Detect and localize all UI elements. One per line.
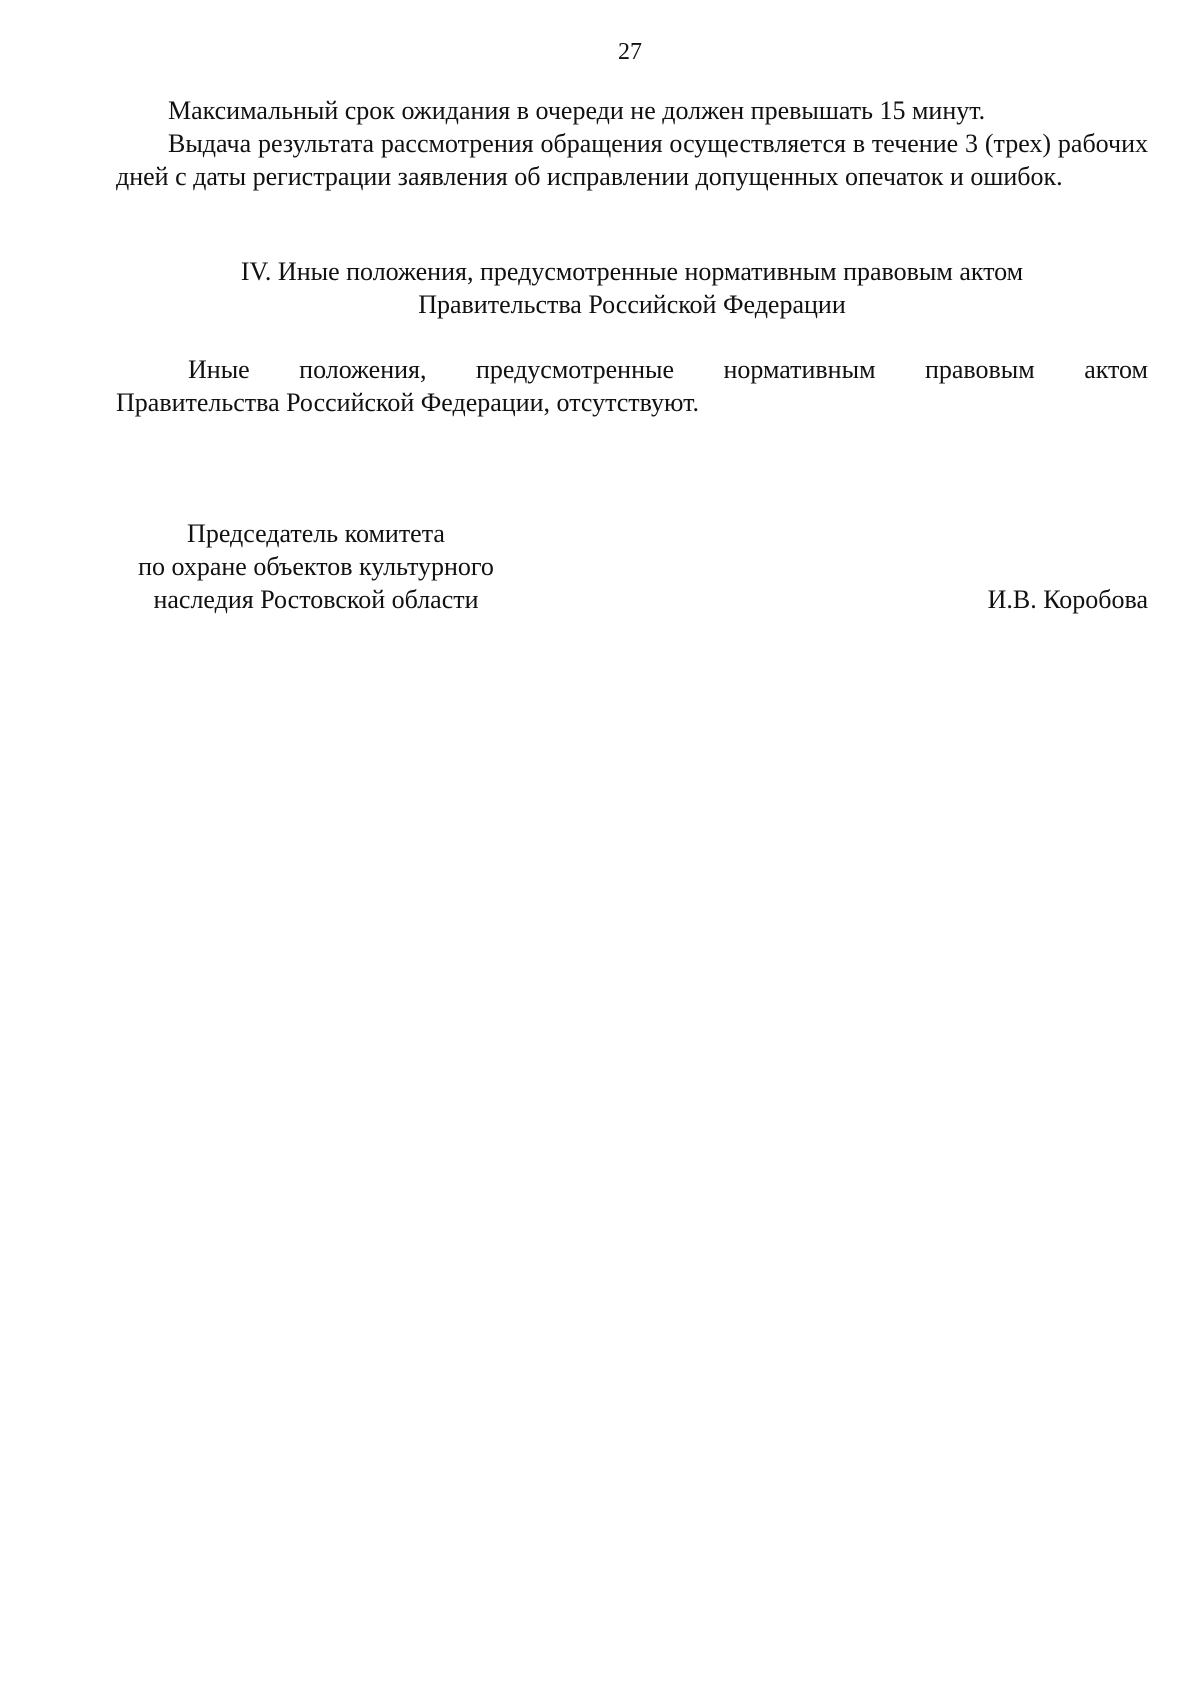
paragraph-result-issuance: Выдача результата рассмотрения обращения осуществляется в течение 3 (трех) рабочих дней с даты регистрации заявления об исправлении допущенных опечаток и ошибок. [116, 129, 1148, 191]
paragraph-other-provisions [116, 353, 1148, 386]
signatory-title-line-1: Председатель комитета [187, 519, 445, 548]
paragraph-queue-time: Максимальный срок ожидания в очереди не должен превышать 15 минут. [168, 96, 986, 125]
page-number: 27 [618, 39, 642, 65]
section-heading [116, 255, 1148, 321]
signature-block [116, 517, 1148, 637]
signatory-name: И.В. Коробова [987, 585, 1148, 614]
paragraph-other-provisions-line-1: Иные положения, предусмотренные нормативным правовым актом [188, 355, 1148, 384]
signatory-title-line-3: наследия Ростовской области [153, 585, 479, 614]
section-heading-line-2: Правительства Российской Федерации [418, 290, 846, 319]
signatory-title-line-2: по охране объектов культурного [138, 552, 494, 581]
top-paragraphs [116, 94, 1148, 193]
paragraph-other-provisions-line-2: Правительства Российской Федерации, отсутствуют. [116, 388, 700, 417]
signatory-title [116, 517, 516, 616]
section-heading-line-1: IV. Иные положения, предусмотренные нормативным правовым актом [240, 257, 1024, 286]
section-text [116, 353, 1148, 419]
